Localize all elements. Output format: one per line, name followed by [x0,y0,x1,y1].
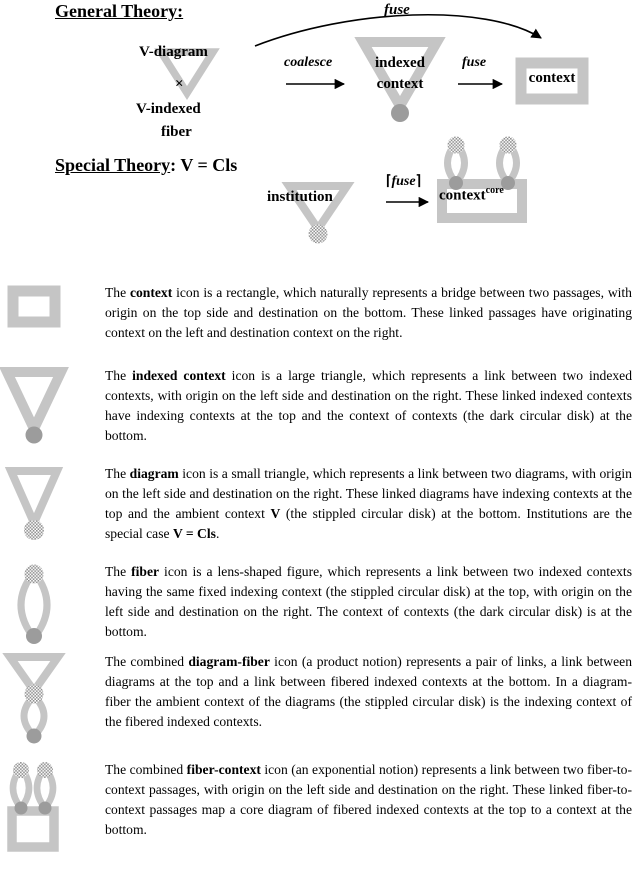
legend-row-indexed-context [0,366,640,451]
dark-disk [26,427,43,444]
special-theory-heading [55,155,237,176]
context-description [105,283,632,343]
text-segment: The [105,285,130,300]
diagram-icon [4,466,64,546]
indexed-context-label-line1: indexed [374,55,425,71]
text-segment: The combined [105,654,189,669]
text-segment: icon (a product notion) represents a pair of links, a link between diagrams at the top and a link between fibered indexed contexts at the bottom. In a diagram-fiber the ambient context of the diagrams (the stippled circular disk) is the indexing context of the fibered indexed contexts. [105,654,632,729]
text-segment: icon (an exponential notion) represents a link between two fiber-to-context passages, with origin on the left side and destination on the right. These linked fiber-to-context passages map a core diagram of fibered indexed contexts at the top to a context at the bottom. [105,762,632,837]
text-segment: The [105,564,132,579]
term-v: V [270,506,281,521]
stippled-disk [37,762,53,778]
context-node-label: context [528,70,576,86]
icon-cell [0,283,105,334]
stippled-disk [309,225,328,244]
term-diagram: diagram [129,466,179,481]
stippled-disk [25,685,44,704]
text-segment: icon is a lens-shaped figure, which represents a link between two indexed contexts having the same fixed indexing context (the stippled circular disk) at the top, with origin on the left side and destination on the right. The context of contexts (the dark circular disk) is at the bottom. [105,564,632,639]
text-segment: icon is a large triangle, which represents a link between two indexed contexts, with origin on the left side and destination on the right. These linked indexed contexts have indexing contexts at the top and the context of contexts (the dark circular disk) at the bottom. [105,368,632,443]
fiber-label: fiber [161,124,192,140]
fiber-context-description [105,760,632,840]
lift-bracket-open: ⌈ [386,174,392,189]
dark-disk [39,802,52,815]
term-fiber: fiber [131,564,160,579]
institution-label: institution [267,189,333,205]
fiber-context-icon [4,762,62,856]
context-core-base: context [439,187,486,204]
general-heading-text: General Theory: [55,1,184,21]
stippled-disk [24,520,44,540]
indexed-context-icon [2,366,66,446]
fuse-special-word: fuse [391,174,416,189]
diagram-fiber-icon [4,652,64,746]
diagram-fiber-description [105,652,632,732]
dark-disk [391,104,409,122]
term-indexed-context: indexed context [132,368,226,383]
coalesce-label: coalesce [284,55,333,70]
general-theory-heading [55,1,183,22]
fiber-context-special-icon [430,138,534,228]
v-diagram-label: V-diagram [139,44,208,60]
fiber-description [105,562,632,642]
stippled-disk [13,762,29,778]
text-segment: The combined [105,762,187,777]
dark-disk [27,729,42,744]
text-segment: icon is a small triangle, which represents a link between two diagrams, with origin on the left side and destination on the right. These linked diagrams have indexing contexts at the top and the ambient context [105,466,632,521]
icon-cell [0,366,105,451]
term-context: context [129,285,173,300]
term-diagram-fiber: diagram-fiber [188,654,270,669]
dark-disk [15,802,28,815]
stippled-disk [500,137,517,154]
product-symbol: × [175,76,184,92]
context-core-sup: core [485,185,504,196]
legend-row-context [0,283,640,343]
fuse-special-label [386,173,421,190]
fuse-top-label: fuse [384,2,410,18]
fuse-mid-label: fuse [462,55,487,70]
legend-row-fiber-context [0,760,640,861]
term-v-cls: V = Cls [172,526,216,541]
v-indexed-label: V-indexed [136,101,201,117]
indexed-context-description [105,366,632,446]
icon-cell [0,760,105,861]
stippled-disk [25,565,44,584]
special-heading-underlined: Special Theory [55,155,171,175]
stippled-disk [448,137,465,154]
context-icon [6,285,62,329]
lift-bracket-close: ⌉ [415,174,422,189]
diagram-description [105,464,632,544]
icon-cell [0,464,105,551]
text-segment: . [215,526,220,541]
coalesce-arrow [284,77,354,91]
legend-row-diagram [0,464,640,551]
text-segment: (the stippled circular disk) at the bottom. Institutions are the special case [105,506,632,541]
fiber-icon [12,564,56,646]
context-core-label [439,185,504,204]
legend-row-diagram-fiber [0,652,640,751]
text-segment: The [105,466,130,481]
term-fiber-context: fiber-context [186,762,261,777]
icon-cell [0,562,105,651]
indexed-context-label-line2: context [376,76,424,92]
fuse-mid-arrow [456,77,512,91]
icon-cell [0,652,105,751]
dark-disk [26,628,42,644]
legend-row-fiber [0,562,640,651]
special-heading-rest: : V = Cls [170,155,238,175]
text-segment: The [105,368,133,383]
text-segment: icon is a rectangle, which naturally represents a bridge between two passages, with origin on the top side and destination on the bottom. These linked passages have originating context on the left and destination context on the right. [105,285,632,340]
